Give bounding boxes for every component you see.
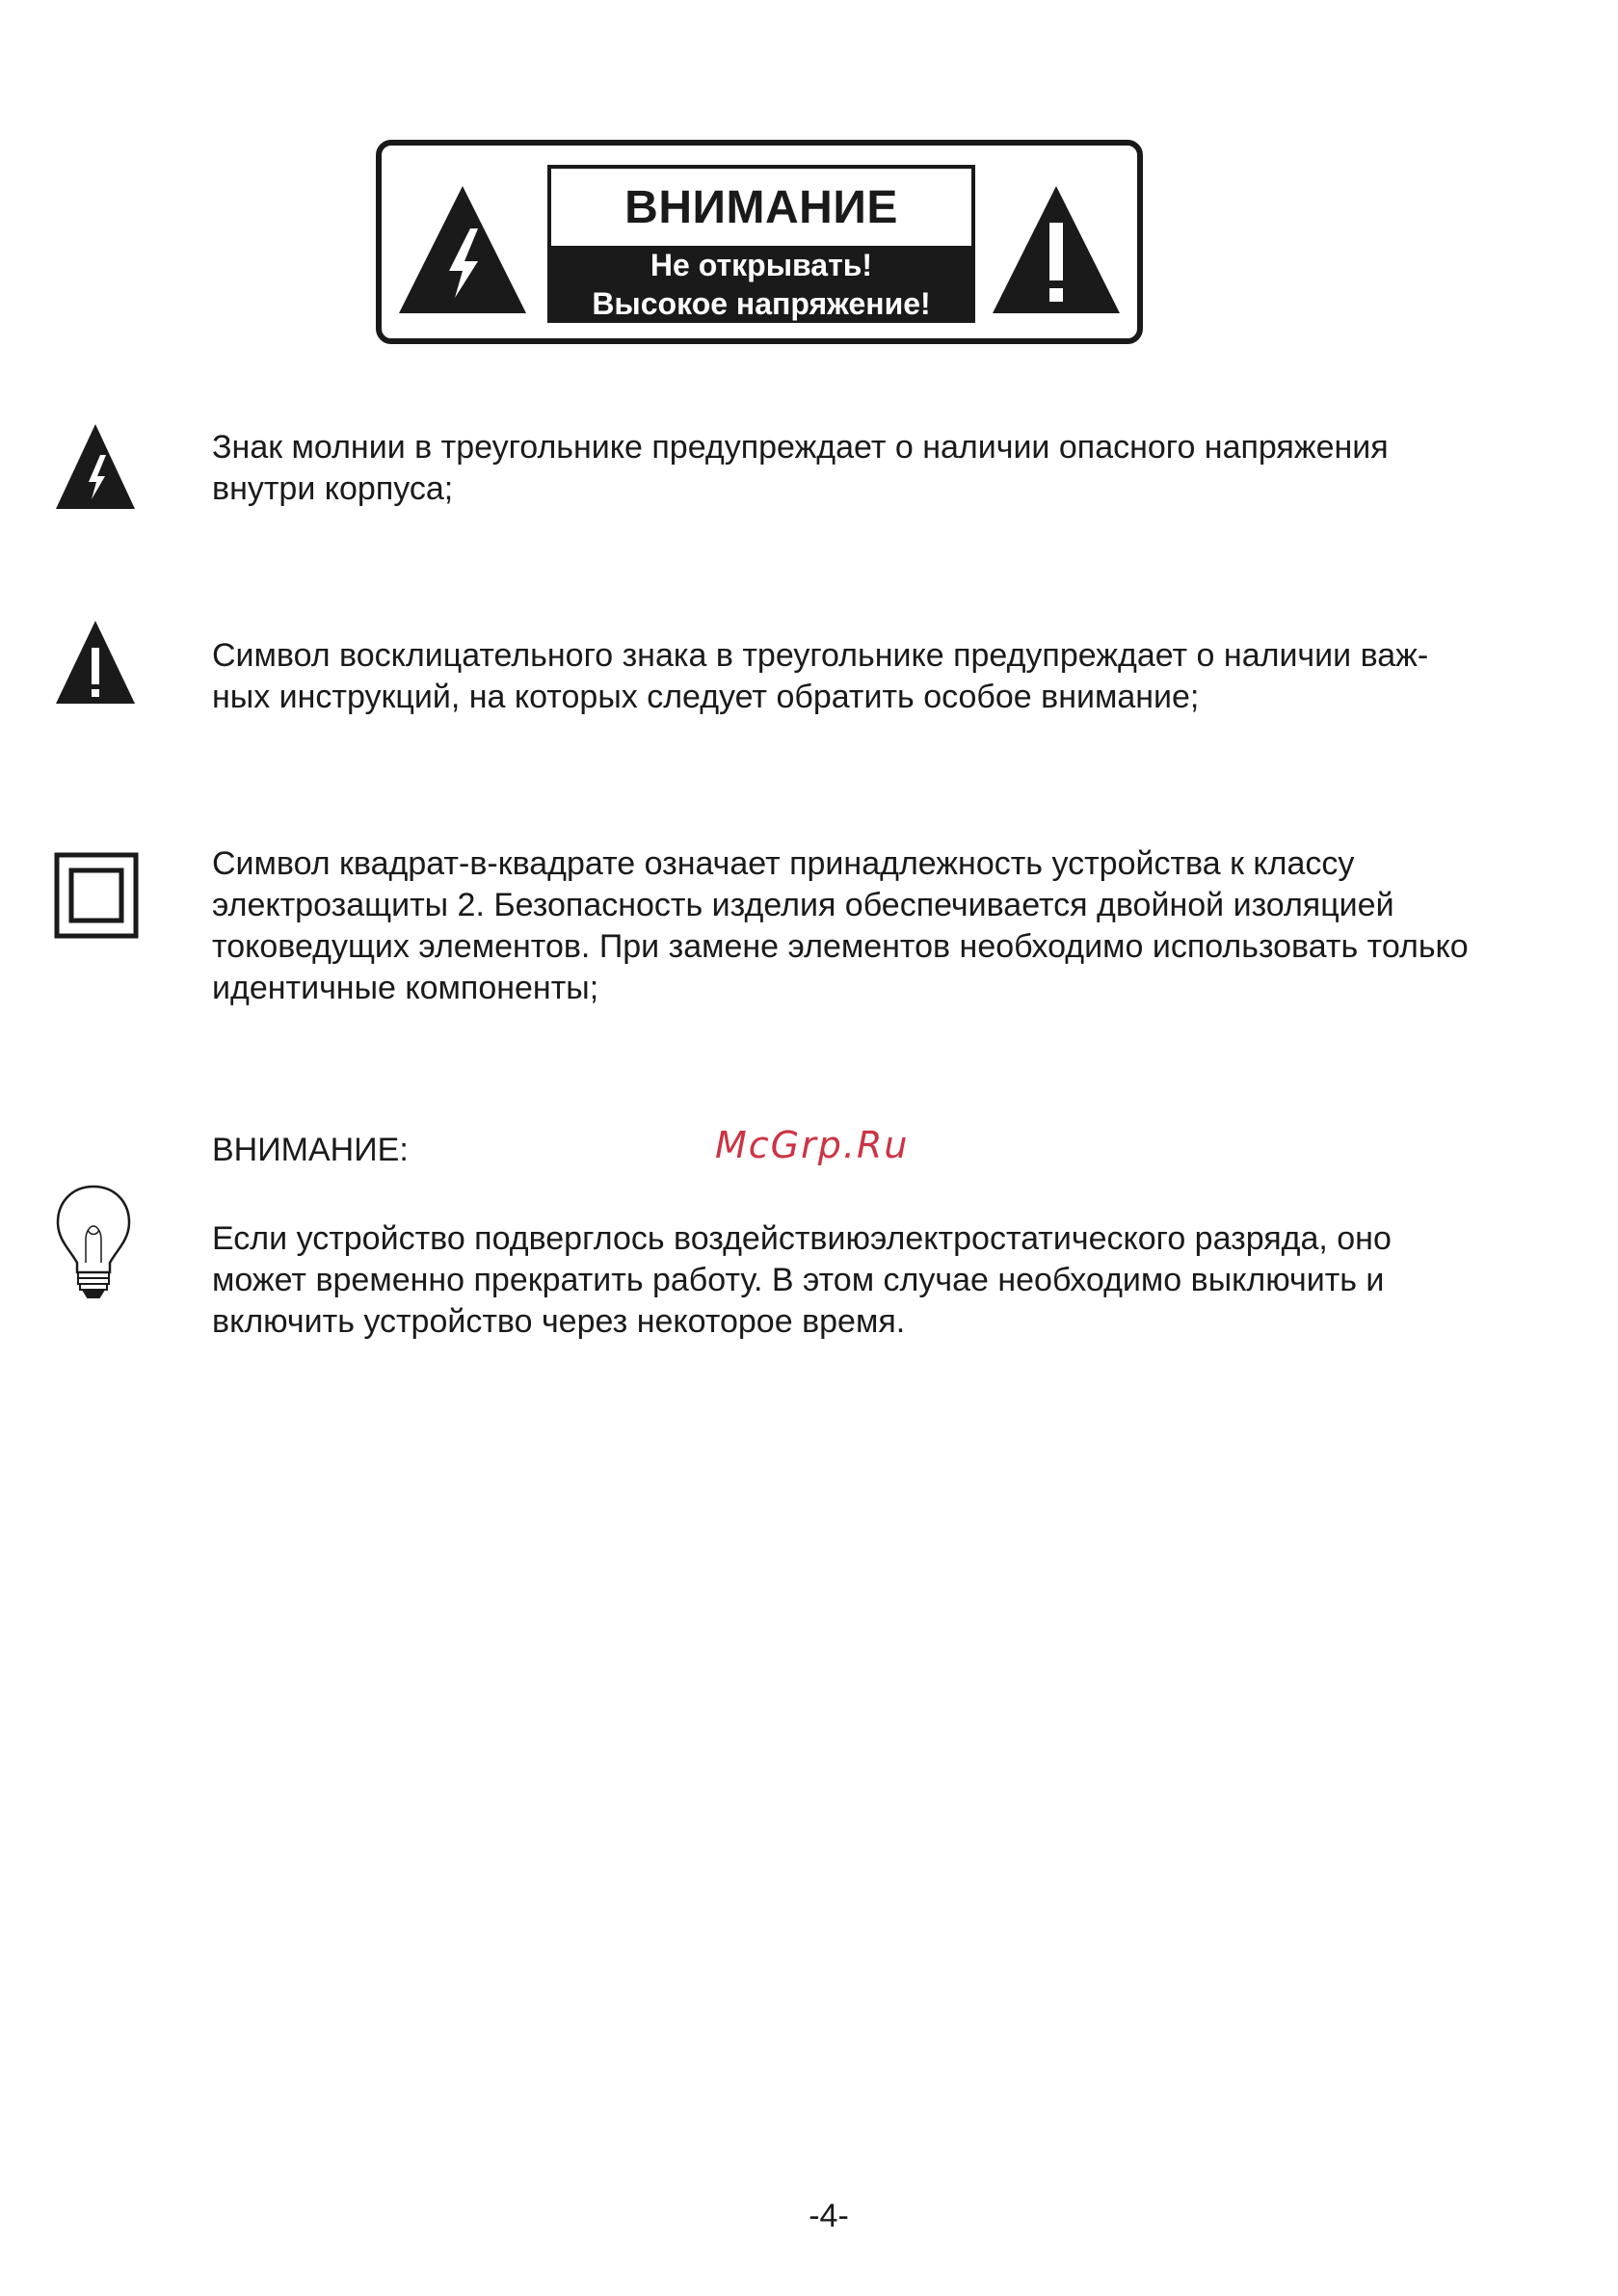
light-bulb-icon (54, 1184, 133, 1303)
lightning-triangle-icon (395, 184, 530, 315)
text-line: ных инструкций, на которых следует обратить особое внимание; (212, 679, 1200, 715)
text-line: Символ квадрат-в-квадрате означает принадлежность устройства к классу (212, 845, 1355, 882)
attention-text (212, 1218, 1561, 1343)
warning-sign (376, 140, 1143, 344)
text-line: включить устройство через некоторое время. (212, 1303, 906, 1340)
text-line: Символ восклицательного знака в треугольнике предупреждает о наличии важ- (212, 637, 1429, 674)
warning-line-2: Высокое напряжение! (592, 286, 931, 321)
item-lightning-text (212, 427, 1561, 510)
lightning-triangle-icon (54, 422, 137, 511)
double-square-icon (54, 852, 139, 939)
text-line: может временно прекратить работу. В этом случае необходимо выключить и (212, 1262, 1385, 1298)
text-line: идентичные компоненты; (212, 970, 599, 1006)
item-double-square-text (212, 843, 1561, 1009)
text-line: электрозащиты 2. Безопасность изделия обеспечивается двойной изоляцией (212, 887, 1394, 923)
watermark: McGrp.Ru (715, 1124, 910, 1166)
warning-subtitle-bar (551, 246, 971, 323)
warning-label-box (547, 165, 975, 323)
attention-label: ВНИМАНИЕ: (212, 1132, 409, 1168)
warning-title: ВНИМАНИЕ (551, 169, 971, 246)
exclamation-triangle-icon (54, 619, 137, 706)
text-line: Если устройство подверглось воздействиюэлектростатического разряда, оно (212, 1220, 1392, 1257)
item-exclamation-text (212, 635, 1561, 718)
text-line: токоведущих элементов. При замене элементов необходимо использовать только (212, 928, 1469, 965)
text-line: Знак молнии в треугольнике предупреждает о наличии опасного напряжения (212, 429, 1389, 466)
page-number: -4- (809, 2198, 849, 2234)
warning-line-1: Не открывать! (650, 248, 873, 282)
exclamation-triangle-icon (989, 184, 1124, 315)
text-line: внутри корпуса; (212, 470, 454, 507)
